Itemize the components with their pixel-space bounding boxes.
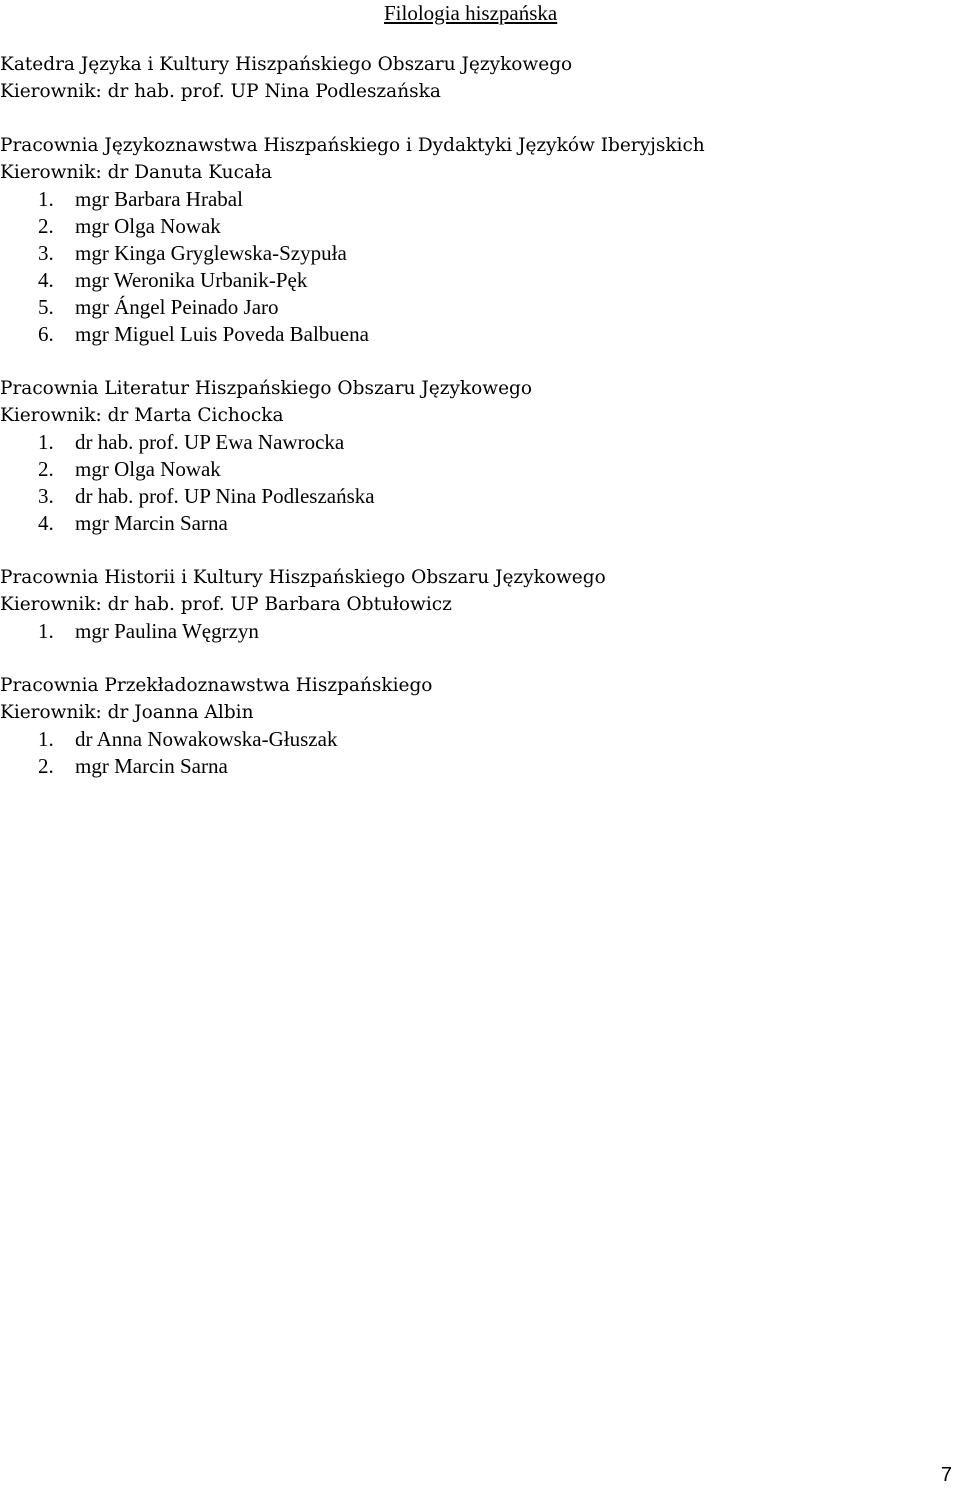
lab-section-linguistics	[0, 132, 950, 348]
list-number: 4.	[38, 511, 54, 535]
member-name: mgr Olga Nowak	[75, 214, 221, 238]
lab-head: Kierownik: dr Danuta Kucała	[0, 162, 273, 183]
list-item	[0, 213, 950, 240]
list-number: 2.	[38, 214, 54, 238]
list-number: 4.	[38, 268, 54, 292]
lab-head: Kierownik: dr Marta Cichocka	[0, 405, 284, 426]
lab-name: Pracownia Historii i Kultury Hiszpańskiego Obszaru Językowego	[0, 567, 606, 588]
member-name: mgr Ángel Peinado Jaro	[75, 295, 279, 319]
page-title: Filologia hiszpańska	[384, 1, 558, 25]
lab-head: Kierownik: dr hab. prof. UP Barbara Obtułowicz	[0, 594, 452, 615]
member-name: mgr Barbara Hrabal	[75, 187, 243, 211]
lab-name: Pracownia Językoznawstwa Hiszpańskiego i Dydaktyki Języków Iberyjskich	[0, 135, 705, 156]
member-name: dr hab. prof. UP Nina Podleszańska	[75, 484, 375, 508]
list-item	[0, 618, 950, 645]
list-item	[0, 267, 950, 294]
list-number: 5.	[38, 295, 54, 319]
page-number: 7	[940, 1464, 952, 1486]
lab-section-literature	[0, 375, 950, 537]
list-item	[0, 186, 950, 213]
lab-name: Pracownia Literatur Hiszpańskiego Obszaru Językowego	[0, 378, 533, 399]
member-name: mgr Marcin Sarna	[75, 511, 228, 535]
member-name: mgr Olga Nowak	[75, 457, 221, 481]
department-section	[0, 51, 950, 105]
list-number: 2.	[38, 754, 54, 778]
member-name: mgr Kinga Gryglewska-Szypuła	[75, 241, 347, 265]
list-item	[0, 429, 950, 456]
list-item	[0, 510, 950, 537]
lab-name: Pracownia Przekładoznawstwa Hiszpańskiego	[0, 675, 433, 696]
list-item	[0, 294, 950, 321]
department-name: Katedra Języka i Kultury Hiszpańskiego Obszaru Językowego	[0, 54, 573, 75]
member-name: dr Anna Nowakowska-Głuszak	[75, 727, 338, 751]
list-number: 1.	[38, 430, 54, 454]
list-number: 1.	[38, 619, 54, 643]
list-number: 1.	[38, 187, 54, 211]
member-list	[0, 429, 950, 537]
list-number: 3.	[38, 484, 54, 508]
list-item	[0, 726, 950, 753]
member-name: mgr Weronika Urbanik-Pęk	[75, 268, 308, 292]
list-item	[0, 321, 950, 348]
department-head: Kierownik: dr hab. prof. UP Nina Podleszańska	[0, 81, 441, 102]
member-name: mgr Miguel Luis Poveda Balbuena	[75, 322, 369, 346]
list-number: 1.	[38, 727, 54, 751]
lab-section-translation	[0, 672, 950, 780]
member-name: mgr Marcin Sarna	[75, 754, 228, 778]
list-item	[0, 483, 950, 510]
list-item	[0, 240, 950, 267]
lab-head: Kierownik: dr Joanna Albin	[0, 702, 254, 723]
list-number: 2.	[38, 457, 54, 481]
list-item	[0, 753, 950, 780]
list-item	[0, 456, 950, 483]
member-list	[0, 186, 950, 348]
lab-section-history	[0, 564, 950, 645]
member-list	[0, 726, 950, 780]
document-body	[0, 51, 950, 807]
member-name: dr hab. prof. UP Ewa Nawrocka	[75, 430, 345, 454]
member-list	[0, 618, 950, 645]
member-name: mgr Paulina Węgrzyn	[75, 619, 259, 643]
list-number: 6.	[38, 322, 54, 346]
list-number: 3.	[38, 241, 54, 265]
